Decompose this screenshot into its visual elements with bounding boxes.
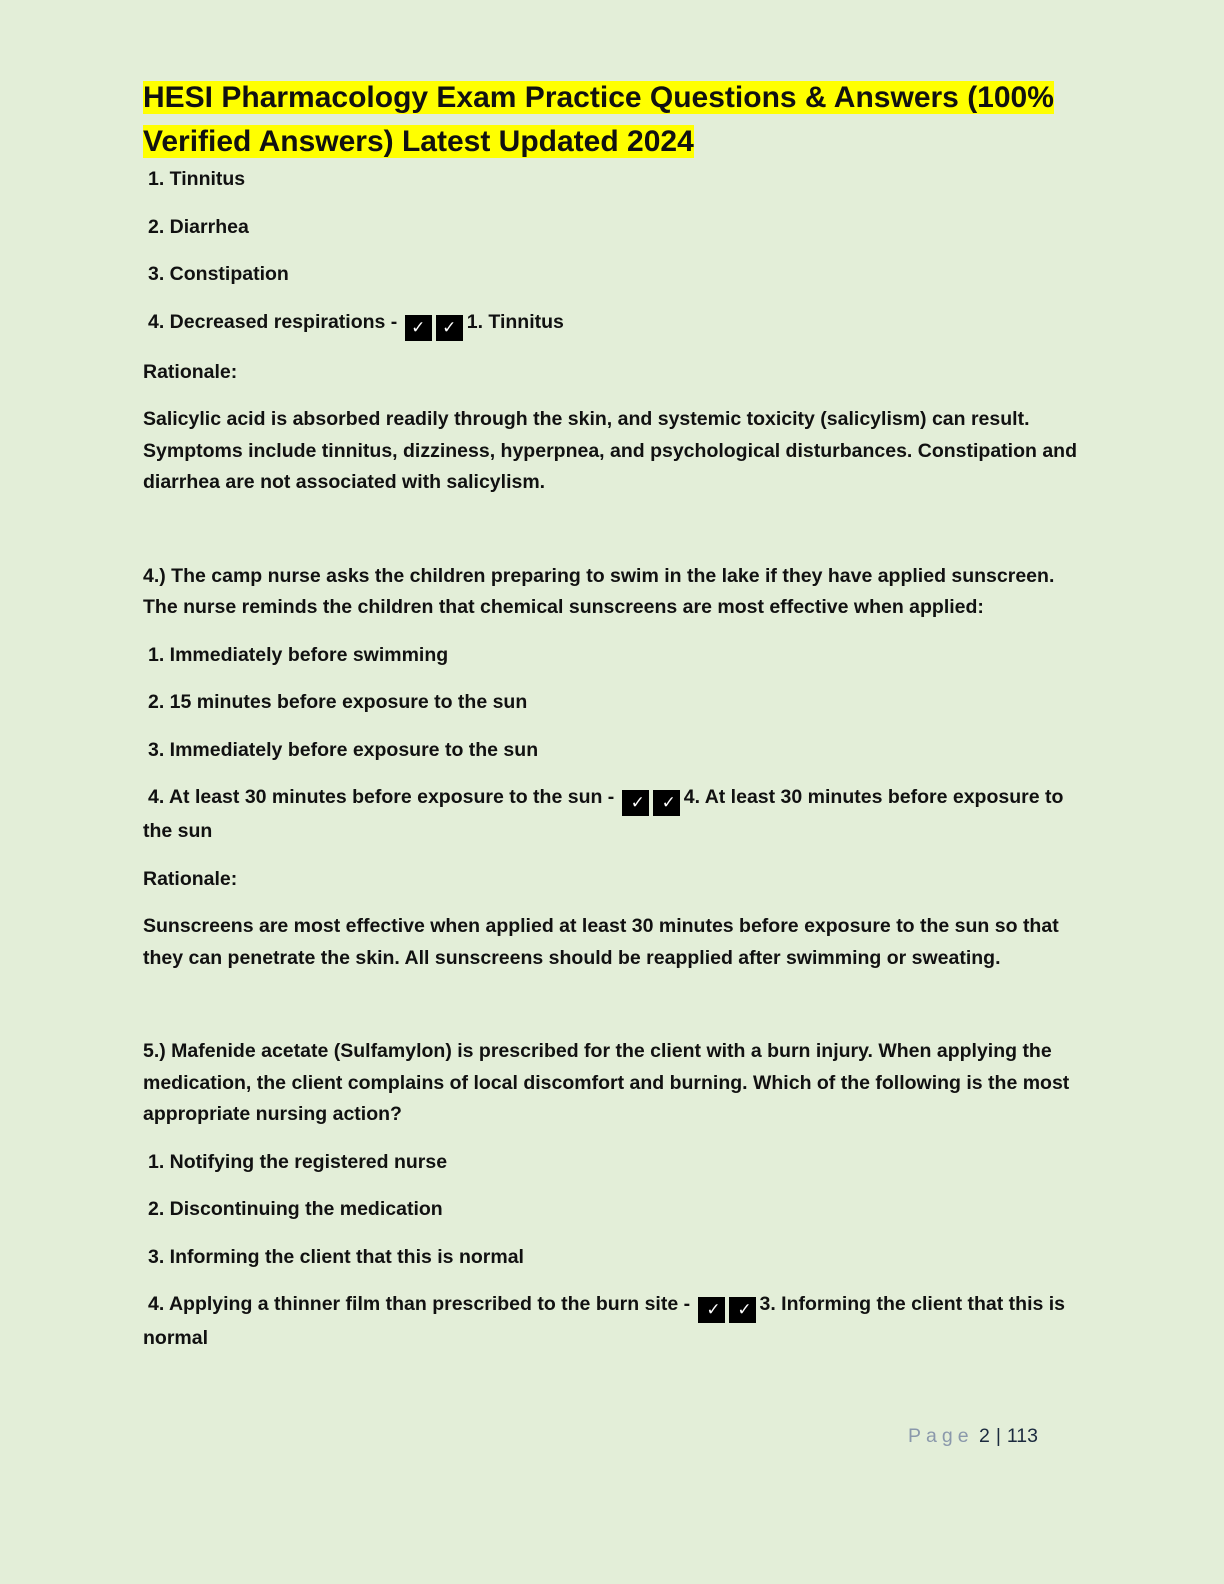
q5-answer: 3. Informing the client that this is normal: [143, 1293, 1066, 1349]
q4-option-4: [143, 782, 1083, 848]
q4-option-4-text: 4. At least 30 minutes before exposure to the sun -: [148, 786, 615, 808]
q5-option-4: [143, 1289, 1083, 1355]
q3-option-4: [148, 307, 1083, 341]
page-number: 2: [978, 1425, 990, 1447]
document-page: [143, 76, 1083, 1371]
q4-question: 4.) The camp nurse asks the children preparing to swim in the lake if they have applied sunscreen. The nurse reminds the children that chemical sunscreens are most effective when applied:: [143, 564, 1055, 618]
q3-option-1: 1. Tinnitus: [148, 168, 246, 190]
q3-rationale-label: Rationale:: [143, 360, 238, 383]
check-icon: ✓: [405, 315, 432, 341]
q4-rationale-text: Sunscreens are most effective when applied at least 30 minutes before exposure to the sun so that they can penetrate the skin. All sunscreens should be reapplied after swimming or sweating.: [143, 915, 1059, 969]
title-highlight: HESI Pharmacology Exam Practice Questions & Answers (100% Verified Answers) Latest Updated 2024: [143, 81, 1054, 158]
q4-option-3: 3. Immediately before exposure to the sun: [148, 738, 539, 761]
page-footer: Page 2 | 113: [908, 1425, 1038, 1447]
q4-option-2: 2. 15 minutes before exposure to the sun: [148, 691, 528, 713]
q5-option-4-text: 4. Applying a thinner film than prescribed to the burn site -: [148, 1293, 691, 1315]
q5-question: 5.) Mafenide acetate (Sulfamylon) is prescribed for the client with a burn injury. When applying the medication, the client complains of local discomfort and burning. Which of the following is the most appropriate nursing action?: [143, 1040, 1070, 1125]
q4-rationale-label: Rationale:: [143, 867, 238, 890]
check-icon: ✓: [729, 1297, 756, 1323]
total-pages: 113: [1006, 1425, 1038, 1447]
question-3-block: [143, 164, 1083, 499]
q3-option-4-text: 4. Decreased respirations -: [148, 310, 398, 333]
q3-option-3: 3. Constipation: [148, 263, 289, 285]
check-icon: ✓: [698, 1297, 725, 1323]
document-title: [143, 76, 1083, 164]
q3-option-2: 2. Diarrhea: [148, 215, 249, 238]
q3-answer: 1. Tinnitus: [466, 310, 564, 333]
page-word: Page: [908, 1425, 974, 1447]
q4-answer: 4. At least 30 minutes before exposure to the sun: [143, 786, 1064, 842]
check-icon: ✓: [436, 315, 463, 341]
check-icon: ✓: [622, 790, 649, 816]
check-icon: ✓: [653, 790, 680, 816]
question-5-block: [143, 1036, 1083, 1355]
question-4-block: [143, 561, 1083, 975]
q5-option-1: 1. Notifying the registered nurse: [148, 1150, 448, 1173]
q3-rationale-text: Salicylic acid is absorbed readily through the skin, and systemic toxicity (salicylism) can result. Symptoms include tinnitus, dizziness, hyperpnea, and psychological disturbances. Constipation and diarrhea are not associated with salicylism.: [143, 408, 1077, 493]
q4-option-1: 1. Immediately before swimming: [148, 643, 449, 666]
q5-option-3: 3. Informing the client that this is normal: [148, 1245, 524, 1268]
q5-option-2: 2. Discontinuing the medication: [148, 1198, 443, 1220]
